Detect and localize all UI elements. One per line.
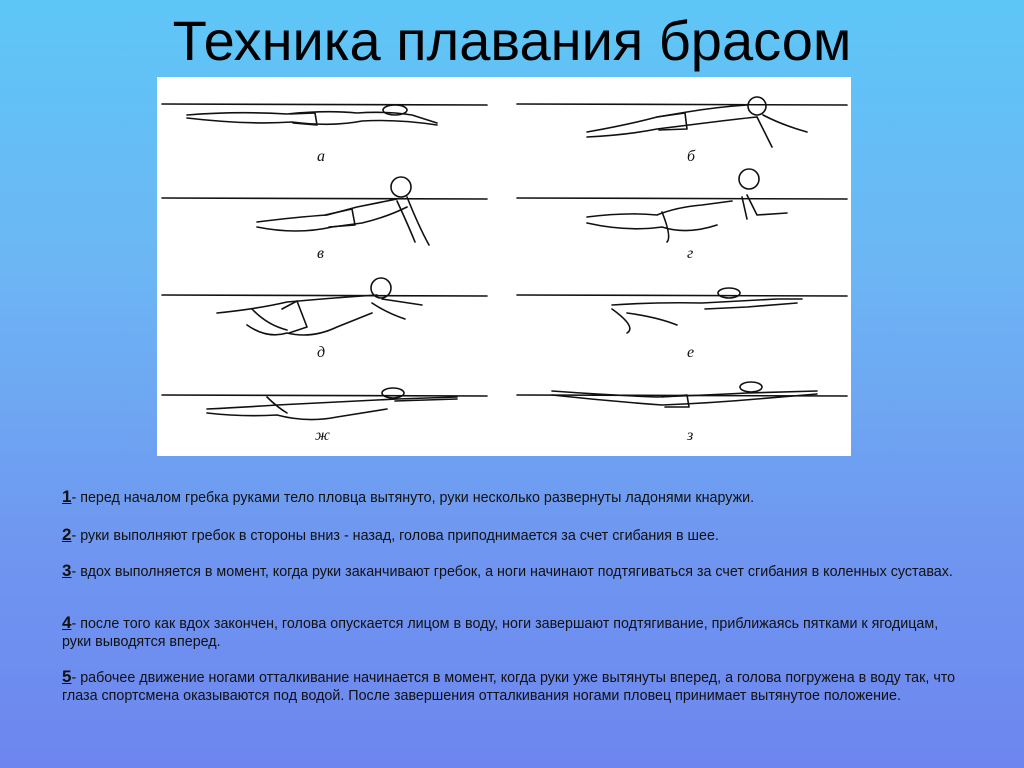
caption-a: а (317, 148, 325, 165)
swimmer-g (587, 169, 787, 242)
water-line-a (162, 104, 487, 105)
caption-b: б (687, 148, 696, 165)
note-text: - вдох выполняется в момент, когда руки заканчивают гребок, а ноги начинают подтягиваться за счет сгибания в коленных суставах. (71, 564, 953, 580)
caption-c: в (317, 245, 324, 262)
water-line-e (162, 295, 487, 296)
note-text: - перед началом гребка руками тело пловца вытянуто, руки несколько развернуты ладонями кнаружи. (71, 490, 755, 506)
water-line-f (517, 295, 847, 296)
water-line-g (162, 395, 487, 396)
note-text: - рабочее движение ногами отталкивание начинается в момент, когда руки уже вытянуты вперед, а голова погружена в воду так, что глаза спортсмена оказываются под водой. После завершения отталкивания ногами пловец принимает вытянутое положение. (62, 670, 956, 704)
water-line-b (517, 104, 847, 105)
swimmer-c (257, 177, 429, 245)
caption-d: г (687, 245, 694, 262)
swimmer-a (187, 105, 437, 125)
note-5 (62, 668, 962, 705)
note-text: - после того как вдох закончен, голова опускается лицом в воду, ноги завершают подтягивание, приближаясь пятками к ягодицам, руки выводятся вперед. (62, 616, 939, 650)
note-number: 4 (62, 613, 72, 632)
note-number: 1 (62, 487, 72, 506)
breaststroke-illustration (157, 77, 851, 456)
note-number: 3 (62, 561, 72, 580)
caption-f: е (687, 344, 695, 361)
note-2 (62, 526, 962, 545)
water-line-d (517, 198, 847, 199)
swimmer-zh (207, 388, 457, 420)
swimmer-phases-drawing (157, 77, 851, 456)
note-3 (62, 562, 962, 581)
note-text: - руки выполняют гребок в стороны вниз - назад, голова приподнимается за счет сгибания в шее. (71, 528, 719, 544)
note-1 (62, 488, 962, 507)
slide-title: Техника плавания брасом (172, 9, 852, 72)
swimmer-d (217, 278, 422, 335)
note-4 (62, 614, 962, 651)
caption-h: з (687, 427, 694, 444)
note-number: 2 (62, 525, 72, 544)
water-line-c (162, 198, 487, 199)
note-number: 5 (62, 667, 72, 686)
caption-g: ж (315, 427, 330, 444)
caption-e: д (317, 344, 326, 361)
